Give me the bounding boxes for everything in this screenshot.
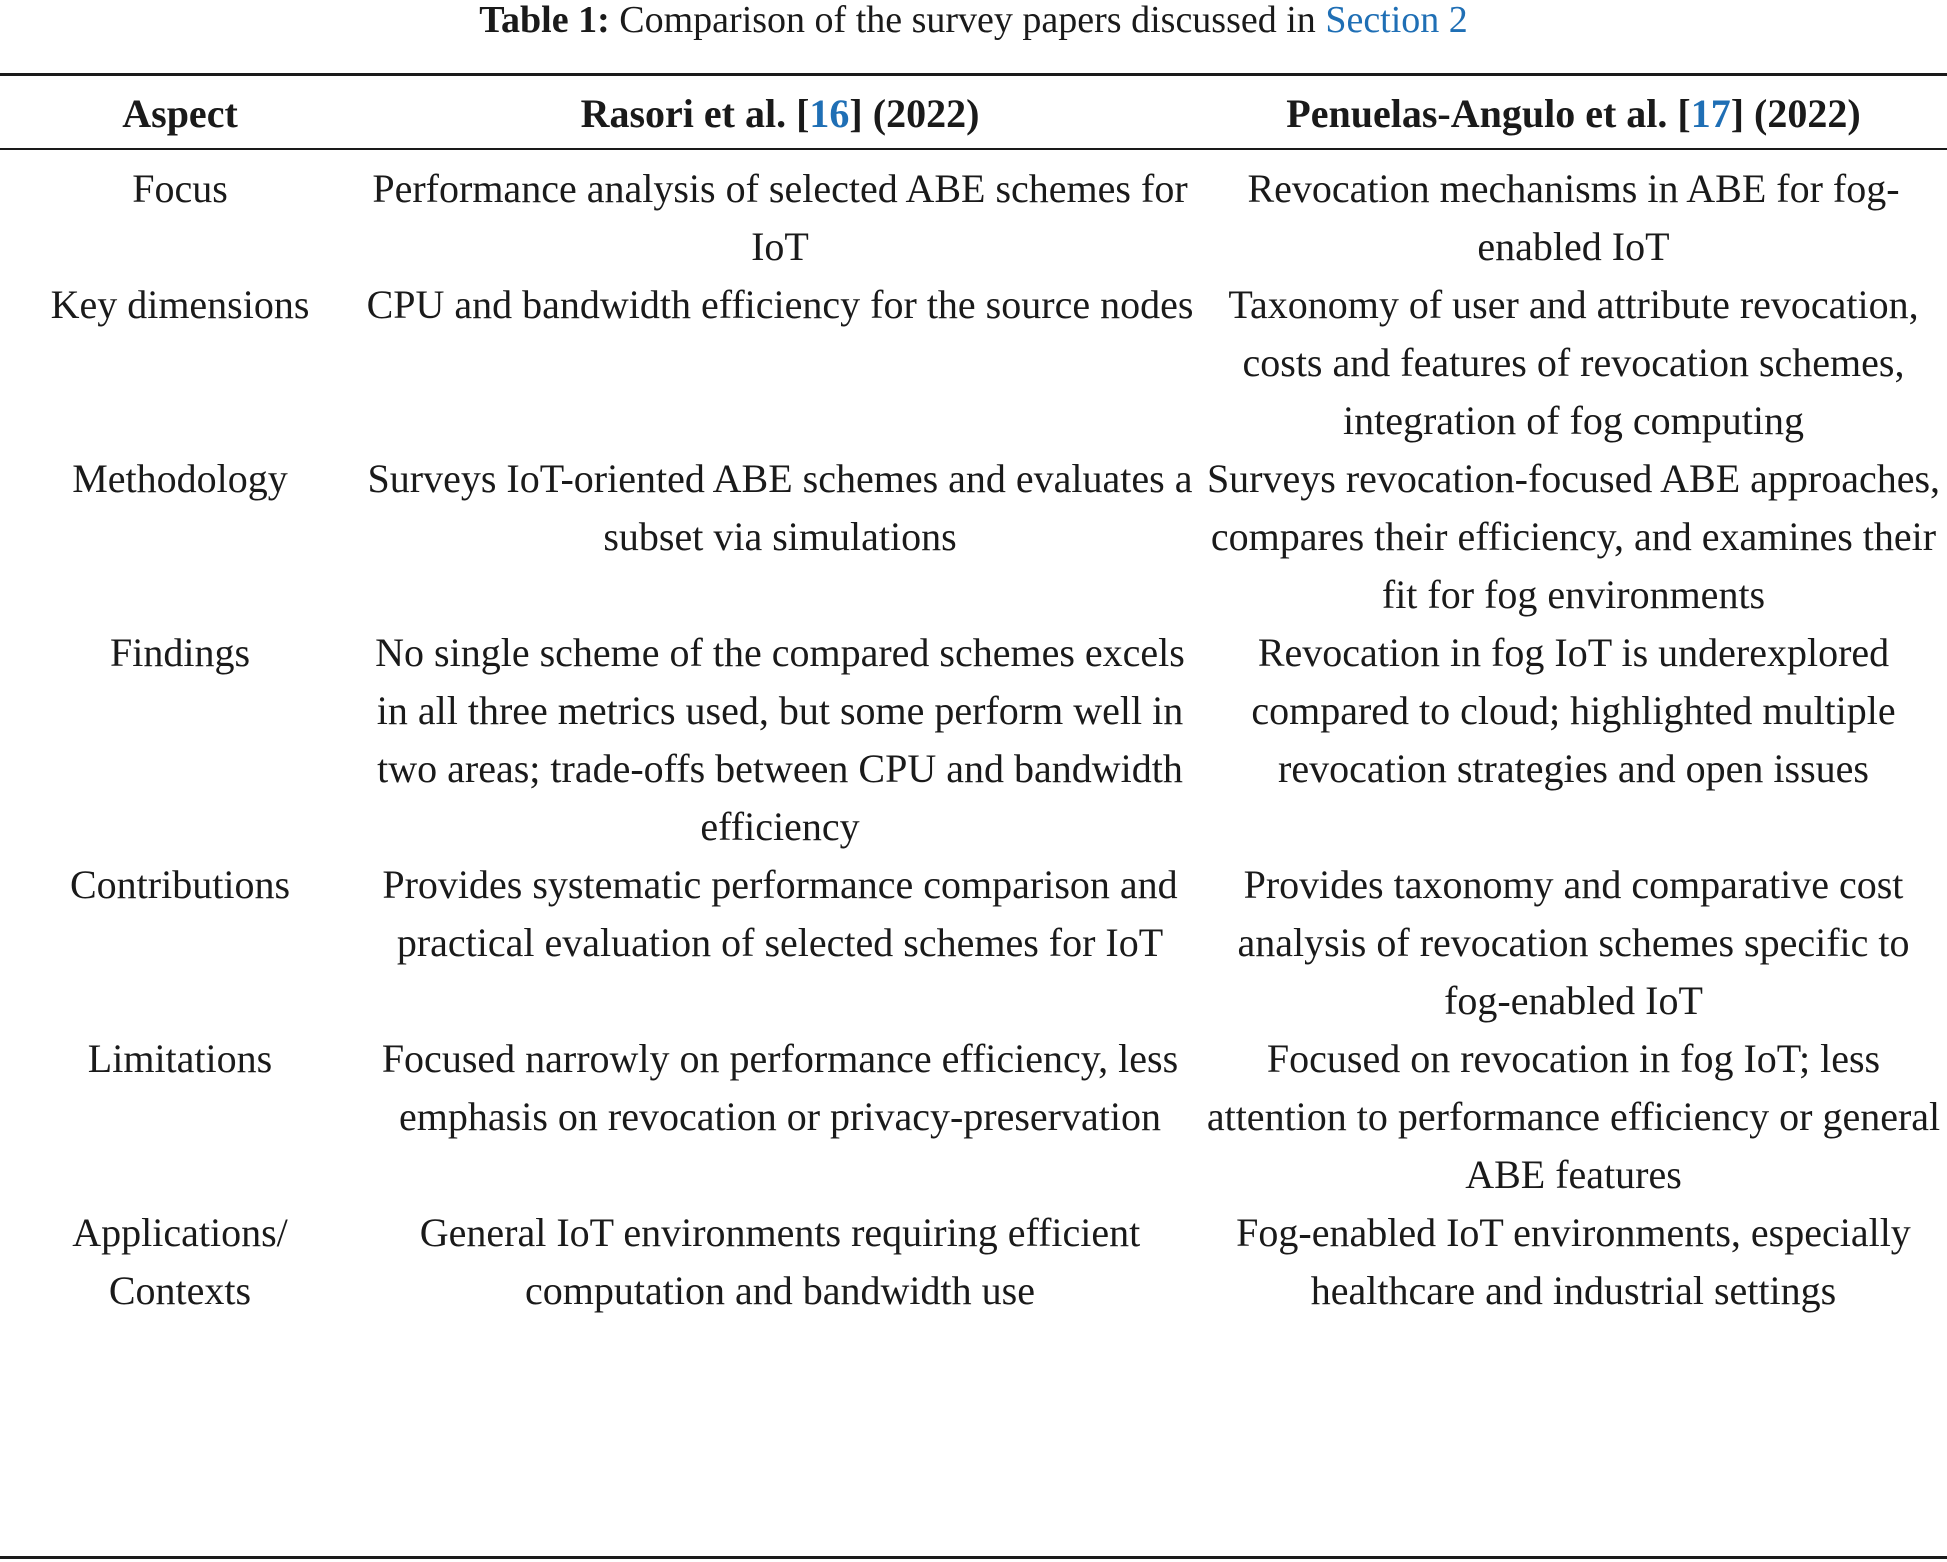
row-penuelas: Revocation in fog IoT is underexplored compared to cloud; highlighted multiple revocation strategies and open issues <box>1251 630 1896 791</box>
row-aspect: Applications/ Contexts <box>72 1210 288 1313</box>
row-rasori: Focused narrowly on performance efficiency, less emphasis on revocation or privacy-preservation <box>381 1036 1179 1139</box>
row-aspect: Focus <box>132 166 228 211</box>
caption-text: Comparison of the survey papers discussed in <box>619 0 1316 41</box>
row-penuelas: Provides taxonomy and comparative cost analysis of revocation schemes specific to fog-enabled IoT <box>1237 862 1910 1023</box>
row-penuelas: Surveys revocation-focused ABE approaches, compares their efficiency, and examines their fit for fog environments <box>1206 456 1941 617</box>
header-penuelas-year: ] (2022) <box>1730 91 1861 136</box>
row-rasori: No single scheme of the compared schemes excels in all three metrics used, but some perform well in two areas; trade-offs between CPU and bandwidth efficiency <box>375 630 1185 849</box>
row-penuelas: Focused on revocation in fog IoT; less attention to performance efficiency or general ABE features <box>1206 1036 1941 1197</box>
table-row <box>0 1030 1947 1204</box>
row-rasori: CPU and bandwidth efficiency for the source nodes <box>366 282 1194 327</box>
row-aspect: Methodology <box>72 456 288 501</box>
table-caption <box>0 0 1947 40</box>
row-aspect: Key dimensions <box>50 282 310 327</box>
comparison-table <box>0 160 1947 1320</box>
header-rasori-year: ] (2022) <box>849 91 980 136</box>
row-rasori: Performance analysis of selected ABE schemes for IoT <box>372 166 1188 269</box>
table-row <box>0 1204 1947 1320</box>
row-aspect: Limitations <box>87 1036 273 1081</box>
caption-section-link[interactable]: Section 2 <box>1325 0 1468 41</box>
table-top-rule <box>0 73 1947 76</box>
table-header <box>0 86 1947 142</box>
citation-16-link[interactable]: 16 <box>809 91 850 136</box>
row-penuelas: Fog-enabled IoT environments, especially healthcare and industrial settings <box>1236 1210 1911 1313</box>
citation-17-link[interactable]: 17 <box>1690 91 1731 136</box>
header-penuelas-author: Penuelas-Angulo et al. [ <box>1286 91 1691 136</box>
table-row <box>0 856 1947 1030</box>
table-row <box>0 624 1947 856</box>
table-row <box>0 450 1947 624</box>
table-bottom-rule <box>0 1556 1947 1559</box>
header-aspect: Aspect <box>122 91 238 136</box>
row-penuelas: Revocation mechanisms in ABE for fog-enabled IoT <box>1247 166 1900 269</box>
table-header-rule <box>0 148 1947 150</box>
table-row <box>0 276 1947 450</box>
row-aspect: Findings <box>109 630 251 675</box>
header-rasori <box>360 86 1200 142</box>
row-rasori: Surveys IoT-oriented ABE schemes and evaluates a subset via simulations <box>367 456 1193 559</box>
row-rasori: Provides systematic performance comparison and practical evaluation of selected schemes for IoT <box>382 862 1178 965</box>
header-rasori-author: Rasori et al. [ <box>580 91 810 136</box>
row-rasori: General IoT environments requiring efficient computation and bandwidth use <box>419 1210 1141 1313</box>
header-row <box>0 86 1947 142</box>
header-penuelas <box>1200 86 1947 142</box>
row-aspect: Contributions <box>69 862 291 907</box>
caption-label: Table 1: <box>479 0 610 41</box>
table-row <box>0 160 1947 276</box>
row-penuelas: Taxonomy of user and attribute revocation, costs and features of revocation schemes, integration of fog computing <box>1228 282 1919 443</box>
